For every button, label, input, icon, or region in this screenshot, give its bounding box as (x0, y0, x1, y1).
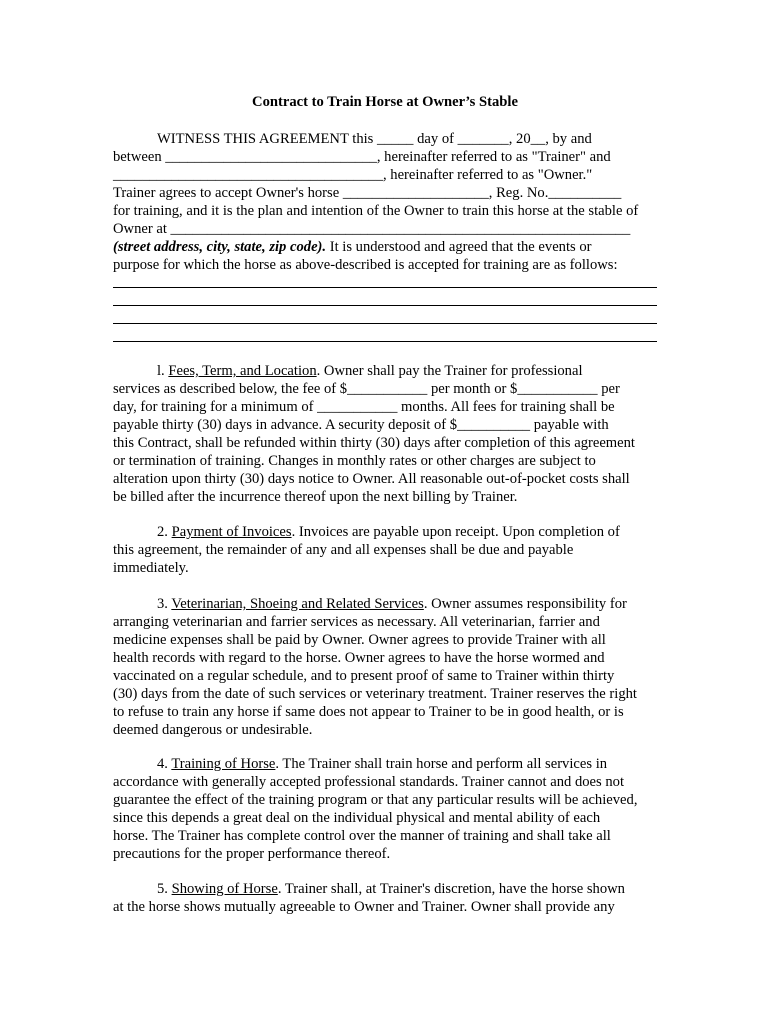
document-title: Contract to Train Horse at Owner’s Stable (252, 94, 518, 110)
section-4-line-5: horse. The Trainer has complete control over the manner of training and shall take all (113, 828, 611, 844)
section-4-line-3: guarantee the effect of the training program or that any particular results will be achieved, (113, 792, 638, 808)
intro-line-5: for training, and it is the plan and intention of the Owner to train this horse at the stable of (113, 203, 639, 219)
section-4-line-6: precautions for the proper performance thereof. (113, 846, 391, 862)
intro-line-7 (113, 238, 592, 256)
section-3-line-6: (30) days from the date of such services or veterinary treatment. Trainer reserves the right (113, 686, 637, 702)
section-1-number: l. (157, 363, 169, 379)
purpose-blank-line (113, 287, 657, 288)
section-2-heading: Payment of Invoices (171, 524, 292, 540)
section-1-line-4: payable thirty (30) days in advance. A security deposit of $__________ payable with (113, 417, 609, 433)
section-1-line-8: be billed after the incurrence thereof upon the next billing by Trainer. (113, 489, 518, 505)
section-3-number: 3. (157, 596, 172, 612)
section-1-line-6: or termination of training. Changes in monthly rates or other charges are subject to (113, 453, 596, 469)
section-1-line-3: day, for training for a minimum of ___________ months. All fees for training shall be (113, 399, 615, 415)
purpose-blank-line (113, 305, 657, 306)
section-3-heading: Veterinarian, Shoeing and Related Services (171, 596, 424, 612)
section-3-line-1-text: . Owner assumes responsibility for (423, 596, 627, 612)
intro-line-3: _____________________________________, hereinafter referred to as "Owner." (113, 167, 593, 183)
section-1-line-5: this Contract, shall be refunded within thirty (30) days after completion of this agreement (113, 435, 635, 451)
section-1-line-1 (157, 362, 583, 380)
section-5-line-2: at the horse shows mutually agreeable to Owner and Trainer. Owner shall provide any (113, 899, 615, 915)
section-2-line-3: immediately. (113, 560, 189, 576)
section-1-line-7: alteration upon thirty (30) days notice to Owner. All reasonable out-of-pocket costs shall (113, 471, 630, 487)
section-2-line-1 (157, 523, 620, 541)
section-5-heading: Showing of Horse (171, 881, 278, 897)
section-5-number: 5. (157, 881, 172, 897)
purpose-blank-line (113, 341, 657, 342)
section-3-line-4: health records with regard to the horse. Owner agrees to have the horse wormed and (113, 650, 605, 666)
intro-line-6: Owner at _______________________________________________________________ (113, 221, 631, 237)
section-2-number: 2. (157, 524, 172, 540)
address-instruction: (street address, city, state, zip code). (113, 239, 327, 255)
section-3-line-8: deemed dangerous or undesirable. (113, 722, 313, 738)
section-4-line-1-text: . The Trainer shall train horse and perform all services in (275, 756, 608, 772)
section-3-line-5: vaccinated on a regular schedule, and to present proof of same to Trainer within thirty (113, 668, 615, 684)
section-4-line-4: since this depends a great deal on the individual physical and mental ability of each (113, 810, 601, 826)
intro-line-4: Trainer agrees to accept Owner's horse ____________________, Reg. No.__________ (113, 185, 622, 201)
section-3-line-3: medicine expenses shall be paid by Owner. Owner agrees to provide Trainer with all (113, 632, 606, 648)
section-5-line-1 (157, 880, 625, 898)
section-3-line-1 (157, 595, 627, 613)
section-4-number: 4. (157, 756, 172, 772)
section-2-line-1-text: . Invoices are payable upon receipt. Upon completion of (291, 524, 620, 540)
intro-line-7-text: It is understood and agreed that the events or (326, 239, 592, 255)
section-4-heading: Training of Horse (171, 756, 276, 772)
intro-line-8: purpose for which the horse as above-described is accepted for training are as follows: (113, 257, 618, 273)
purpose-blank-line (113, 323, 657, 324)
intro-line-1: WITNESS THIS AGREEMENT this _____ day of _______, 20__, by and (157, 131, 592, 147)
section-3-line-7: to refuse to train any horse if same does not appear to Trainer to be in good health, or is (113, 704, 624, 720)
section-1-heading: Fees, Term, and Location (168, 363, 317, 379)
section-3-line-2: arranging veterinarian and farrier services as necessary. All veterinarian, farrier and (113, 614, 600, 630)
section-4-line-2: accordance with generally accepted professional standards. Trainer cannot and does not (113, 774, 625, 790)
section-1-line-2: services as described below, the fee of $___________ per month or $___________ per (113, 381, 620, 397)
section-4-line-1 (157, 755, 607, 773)
section-2-line-2: this agreement, the remainder of any and all expenses shall be due and payable (113, 542, 574, 558)
intro-line-2: between _____________________________, hereinafter referred to as "Trainer" and (113, 149, 611, 165)
section-1-line-1-text: . Owner shall pay the Trainer for professional (316, 363, 583, 379)
section-5-line-1-text: . Trainer shall, at Trainer's discretion, have the horse shown (277, 881, 625, 897)
